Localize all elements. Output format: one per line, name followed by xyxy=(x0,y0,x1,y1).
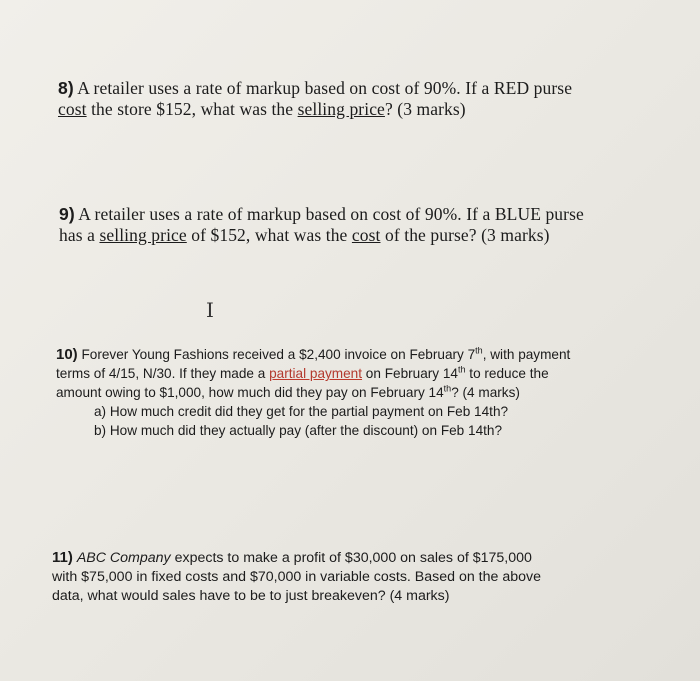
question-9-text-1: A retailer uses a rate of markup based on cost of 90%. If a BLUE purse xyxy=(74,204,584,224)
question-11-company: ABC Company xyxy=(76,550,171,566)
question-10-line-3 xyxy=(56,383,686,402)
question-9 xyxy=(59,204,679,246)
partial-payment-link[interactable]: partial payment xyxy=(269,366,363,381)
question-10-text-3b: ? (4 marks) xyxy=(451,385,520,400)
question-10-sup-2: th xyxy=(458,364,466,375)
question-10-text-1a: Forever Young Fashions received a $2,400 invoice on February 7 xyxy=(77,347,476,362)
q8-selling-price-underlined: selling price xyxy=(297,99,385,119)
question-11-line-1 xyxy=(52,548,682,568)
question-9-text-2a: has a xyxy=(59,225,100,245)
question-11-text-1b: expects to make a profit of $30,000 on sales of $175,000 xyxy=(170,550,532,566)
question-8-text-1: A retailer uses a rate of markup based on cost of 90%. If a RED purse xyxy=(73,78,573,98)
question-8-number: 8) xyxy=(58,78,74,98)
question-11 xyxy=(52,548,682,606)
question-8-line-2 xyxy=(58,99,678,120)
question-10-text-2a: terms of 4/15, N/30. If they made a xyxy=(56,366,270,381)
question-8-line-1 xyxy=(58,78,678,99)
question-10-line-1 xyxy=(56,345,686,364)
question-10 xyxy=(56,345,686,440)
question-10-text-2b: on February 14 xyxy=(362,366,458,381)
question-11-number: 11) xyxy=(52,549,73,566)
q9-cost-underlined: cost xyxy=(351,225,381,245)
question-10-sup-3: th xyxy=(443,383,452,394)
question-10-line-2 xyxy=(56,364,686,383)
question-10-text-1b: , with payment xyxy=(482,347,571,362)
q9-selling-price-underlined: selling price xyxy=(99,225,187,245)
question-11-line-2: with $75,000 in fixed costs and $70,000 in variable costs. Based on the above xyxy=(52,569,542,585)
question-10-part-b: b) How much did they actually pay (after the discount) on Feb 14th? xyxy=(94,423,503,438)
question-9-number: 9) xyxy=(59,204,75,224)
question-9-text-2b: of $152, what was the xyxy=(186,225,352,245)
question-10-number: 10) xyxy=(56,346,78,363)
question-11-line-3: data, what would sales have to be to just breakeven? (4 marks) xyxy=(52,588,450,604)
question-9-text-2c: of the purse? (3 marks) xyxy=(380,225,550,245)
question-10-text-3a: amount owing to $1,000, how much did they pay on February 14 xyxy=(56,385,444,400)
question-8-text-2a: the store $152, what was the xyxy=(86,99,298,119)
question-10-sup-1: th xyxy=(475,345,483,356)
q8-cost-underlined: cost xyxy=(58,99,87,119)
question-10-text-2c: to reduce the xyxy=(465,366,549,381)
question-8-text-2b: ? (3 marks) xyxy=(384,99,466,119)
question-9-line-2 xyxy=(59,225,679,246)
question-8 xyxy=(58,78,678,120)
question-9-line-1 xyxy=(59,204,679,225)
text-cursor-icon: I xyxy=(206,298,214,322)
question-10-part-a: a) How much credit did they get for the partial payment on Feb 14th? xyxy=(94,404,509,419)
